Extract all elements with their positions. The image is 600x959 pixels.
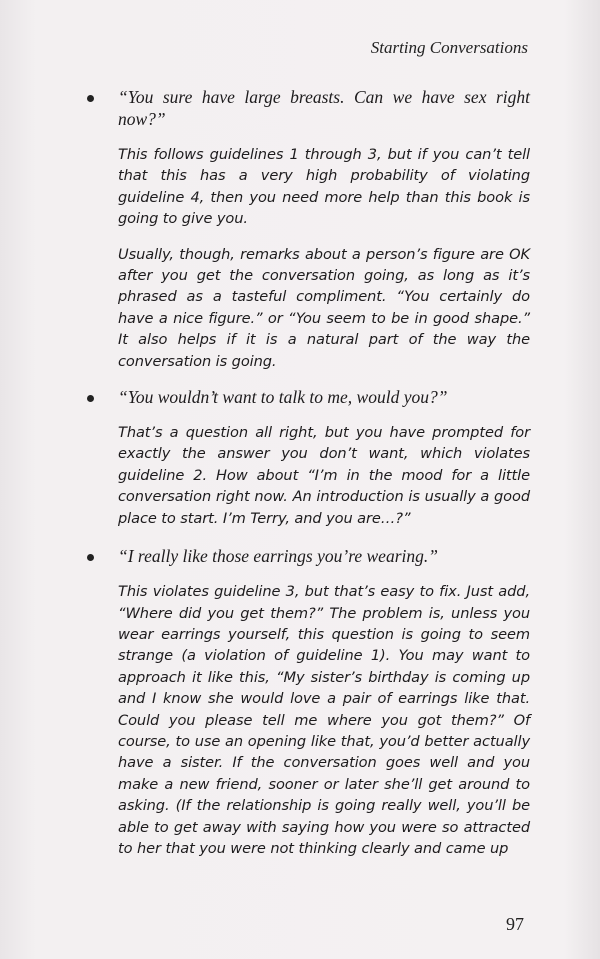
running-header: Starting Conversations <box>370 38 528 57</box>
commentary-paragraph: This violates guideline 3, but that’s easy to fix. Just add, “Where did you get them?” The problem is, unless you wear earrings yourself, this question is going to seem strange (a violation of guideline 1). You may want to approach it like this, “My sister’s birthday is coming up and I know she would love a pair of earrings like that. Could you please tell me where you got them?” Of course, to use an opening like that, you’d better actually have a sister. If the conversation goes well and you make a new friend, sooner or later she’ll get around to asking. (If the relationship is going really well, you’ll be able to get away with saying how you were so attracted to her that you were not thinking clearly and came up <box>118 583 530 857</box>
bullet-icon <box>87 95 94 102</box>
page-number: 97 <box>506 914 524 934</box>
commentary-paragraph: That’s a question all right, but you have prompted for exactly the answer you don’t want, which violates guideline 2. How about “I’m in the mood for a little conversation right now. An introduction is usually a good place to start. I’m Terry, and you are…?” <box>118 424 530 527</box>
example-item <box>82 86 530 372</box>
page-content <box>82 86 530 859</box>
example-item <box>82 545 530 859</box>
example-quote: “I really like those earrings you’re wearing.” <box>118 546 438 567</box>
bullet-icon <box>87 395 94 402</box>
example-item <box>82 386 530 529</box>
example-quote: “You sure have large breasts. Can we have sex right now?” <box>118 87 530 129</box>
commentary-paragraph: This follows guidelines 1 through 3, but if you can’t tell that this has a very high probability of violating guideline 4, then you need more help than this book is going to give you. <box>118 146 530 228</box>
commentary-paragraph: Usually, though, remarks about a person’s figure are OK after you get the conversation going, as long as it’s phrased as a tasteful compliment. “You certainly do have a nice figure.” or “You seem to be in good shape.” It also helps if it is a natural part of the way the conversation is going. <box>118 245 530 370</box>
bullet-icon <box>87 554 94 561</box>
example-quote: “You wouldn’t want to talk to me, would you?” <box>118 387 448 408</box>
